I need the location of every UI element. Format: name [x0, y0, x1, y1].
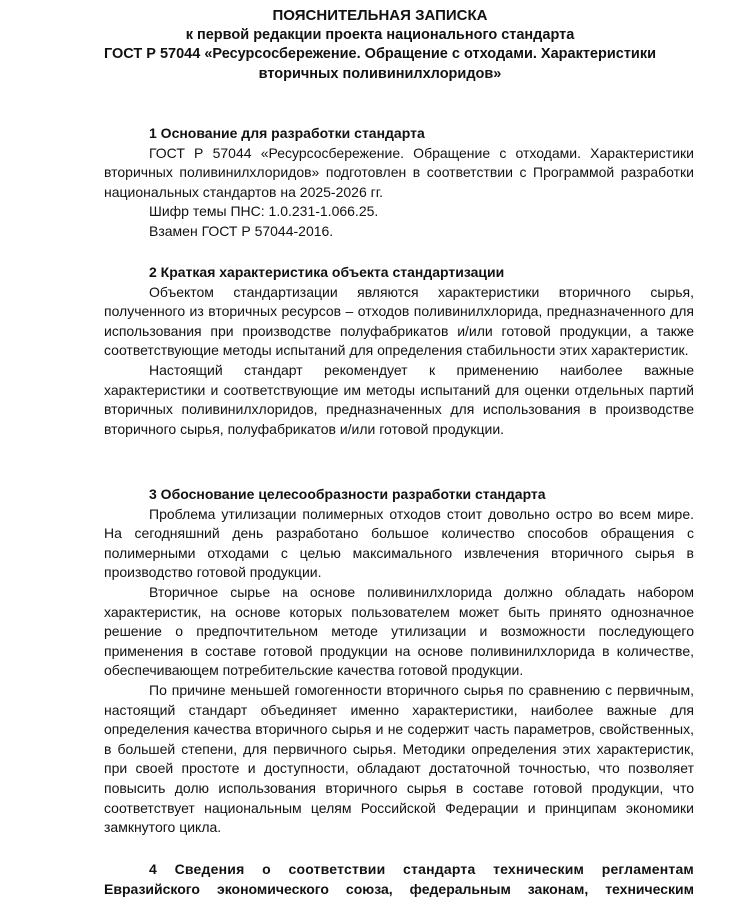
section-heading-compliance: 4 Сведения о соответствии стандарта техническим регламентам — [149, 861, 694, 877]
document-subtitle-line-2: ГОСТ Р 57044 «Ресурсосбережение. Обращение с отходами. Характеристики — [103, 46, 657, 62]
document-header — [60, 6, 700, 84]
section-compliance — [104, 860, 694, 899]
section-heading-object-characteristics: 2 Краткая характеристика объекта стандартизации — [149, 264, 505, 280]
paragraph: Объектом стандартизации являются характеристики вторичного сырья, полученного из вторичных ресурсов – отходов поливинилхлорида, предназначенного для использования при производстве полуфабрикатов и/или готовой продукции, а также соответствующие методы испытаний для определения стабильности этих характеристик. — [104, 283, 694, 359]
section-basis — [104, 124, 694, 242]
paragraph: Шифр темы ПНС: 1.0.231-1.066.25. — [149, 203, 379, 220]
section-heading-basis: 1 Основание для разработки стандарта — [149, 125, 425, 141]
paragraph: Настоящий стандарт рекомендует к применению наиболее важные характеристики и соответствующие им методы испытаний для оценки отдельных партий вторичных поливинилхлоридов, предназначенных для использования в производстве вторичного сырья, полуфабрикатов и/или готовой продукции. — [104, 361, 694, 437]
paragraph: Вторичное сырье на основе поливинилхлорида должно обладать набором характеристик, на основе которых пользователем может быть принято однозначное решение о предпочтительном методе утилизации и возможности последующего применения в составе готовой продукции на основе поливинилхлорида в количестве, обеспечивающем потребительские качества готовой продукции. — [104, 583, 694, 679]
section-object-characteristics — [104, 263, 694, 439]
section-heading-compliance-continued: Евразийского экономического союза, федеральным законам, техническим — [104, 880, 694, 897]
section-heading-justification: 3 Обоснование целесообразности разработки стандарта — [149, 486, 546, 502]
paragraph: По причине меньшей гомогенности вторичного сырья по сравнению с первичным, настоящий стандарт объединяет именно характеристики, наиболее важные для определения качества вторичного сырья и не содержит часть параметров, свойственных, в большей степени, для первичного сырья. Методики определения этих характеристик, при своей простоте и доступности, обладают достаточной точностью, что позволяет повысить долю использования вторичного сырья в составе готовой продукции, что соответствует национальным целям Российской Федерации и принципам экономики замкнутого цикла. — [104, 681, 694, 836]
paragraph: Проблема утилизации полимерных отходов стоит довольно остро во всем мире. На сегодняшний день разработано большое количество способов обращения с полимерными отходами с целью максимального извлечения вторичного сырья в производство готовой продукции. — [104, 505, 694, 581]
document-subtitle-line-3: вторичных поливинилхлоридов» — [258, 65, 502, 82]
document-title: ПОЯСНИТЕЛЬНАЯ ЗАПИСКА — [272, 7, 488, 24]
paragraph: Взамен ГОСТ Р 57044-2016. — [149, 222, 334, 239]
document-subtitle-line-1: к первой редакции проекта национального стандарта — [185, 26, 575, 43]
section-justification — [104, 485, 694, 838]
paragraph: ГОСТ Р 57044 «Ресурсосбережение. Обращение с отходами. Характеристики вторичных поливинилхлоридов» подготовлен в соответствии с Программой разработки национальных стандартов на 2025-2026 гг. — [104, 144, 694, 200]
